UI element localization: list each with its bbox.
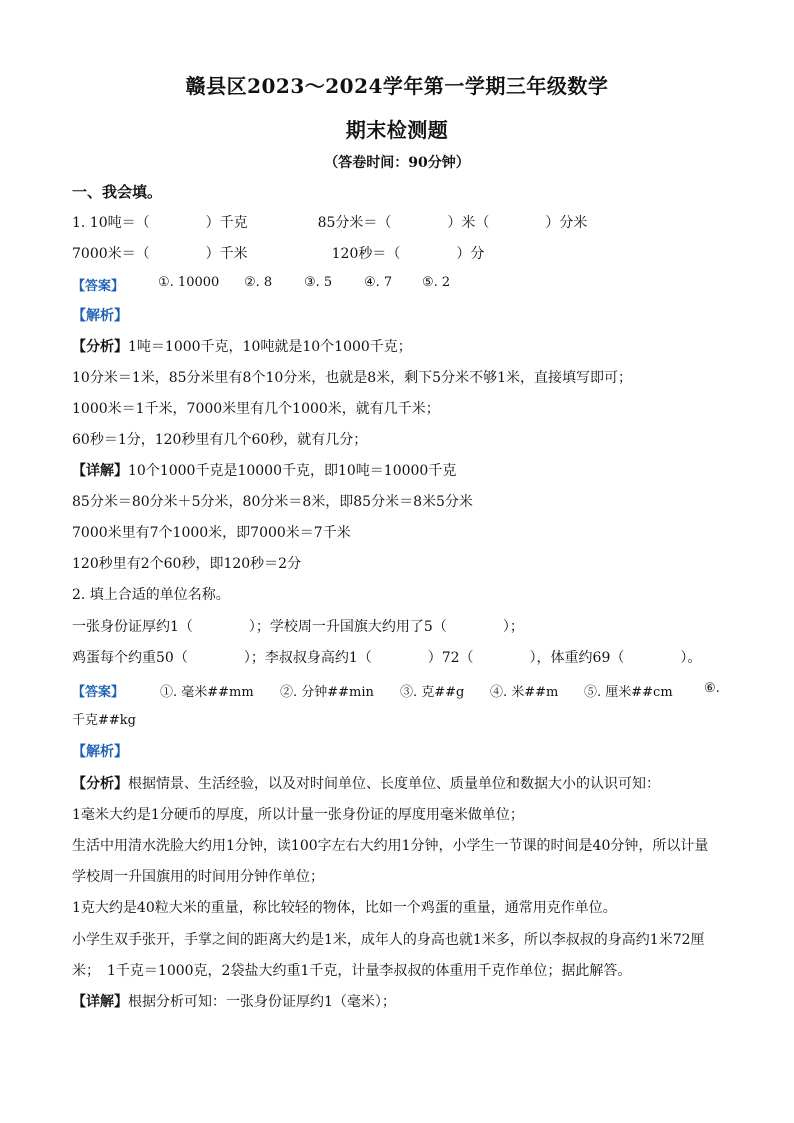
xiangjie-tag: 【详解】 bbox=[72, 463, 128, 479]
q1-line1: 1. 10吨＝（ ）千克 85分米＝（ ）米（ ）分米 bbox=[72, 215, 588, 231]
q1-fenxi-3: 1000米＝1千米，7000米里有几个1000米，就有几千米； bbox=[72, 401, 440, 417]
q2-line2: 鸡蛋每个约重50（ ）；李叔叔身高约1（ ）72（ ），体重约69（ ）。 bbox=[72, 650, 702, 666]
q1-xiangjie-1: 【详解】10个1000千克是10000千克，即10吨＝10000千克 bbox=[72, 463, 457, 479]
q2-answer-5: ⑤. 厘米##cm bbox=[584, 685, 673, 700]
section-heading: 一、我会填。 bbox=[72, 183, 163, 201]
q2-answer-2: ②. 分钟##min bbox=[280, 685, 374, 700]
q2-answer-4: ④. 米##m bbox=[490, 685, 559, 700]
analysis-tag: 【解析】 bbox=[72, 744, 128, 760]
q2-fenxi-3: 生活中用清水洗脸大约用1分钟，读100字左右大约用1分钟，小学生一节课的时间是40分钟，所以计量 bbox=[72, 838, 709, 854]
q1-line2: 7000米＝（ ）千米 120秒＝（ ）分 bbox=[72, 246, 485, 262]
q2-fenxi-7: 米； 1千克＝1000克，2袋盐大约重1千克，计量李叔叔的体重用千克作单位；据此解答。 bbox=[72, 963, 632, 979]
analysis-tag: 【解析】 bbox=[72, 308, 128, 324]
q1-xiangjie-2: 85分米＝80分米＋5分米，80分米＝8米，即85分米＝8米5分米 bbox=[72, 494, 473, 510]
page-title: 赣县区2023～2024学年第一学期三年级数学 bbox=[185, 74, 609, 98]
q1-answer-row bbox=[72, 275, 732, 293]
q2-line1: 一张身份证厚约1（ ）；学校周一升国旗大约用了5（ ）； bbox=[72, 619, 524, 635]
fenxi-tag: 【分析】 bbox=[72, 339, 128, 355]
answer-tag: 【答案】 bbox=[72, 685, 125, 700]
q1-fenxi-2: 10分米＝1米，85分米里有8个10分米，也就是8米，剩下5分米不够1米，直接填写即可； bbox=[72, 370, 632, 386]
q1-xiangjie-3: 7000米里有7个1000米，即7000米＝7千米 bbox=[72, 525, 351, 541]
q2-xiangjie: 【详解】根据分析可知：一张身份证厚约1（毫米）； bbox=[72, 994, 396, 1010]
xiangjie-tag: 【详解】 bbox=[72, 994, 128, 1010]
page-subtitle: 期末检测题 bbox=[345, 118, 449, 142]
q1-answer-1: ①. 10000 bbox=[158, 275, 220, 290]
q1-answer-3: ③. 5 bbox=[304, 275, 333, 290]
q2-fenxi-6: 小学生双手张开，手掌之间的距离大约是1米，成年人的身高也就1米多，所以李叔叔的身高约1米72厘 bbox=[72, 932, 705, 948]
fenxi-tag: 【分析】 bbox=[72, 776, 128, 792]
q1-answer-5: ⑤. 2 bbox=[422, 275, 451, 290]
q1-answer-2: ②. 8 bbox=[244, 275, 273, 290]
q2-stem: 2. 填上合适的单位名称。 bbox=[72, 587, 230, 603]
q2-fenxi-1: 【分析】根据情景、生活经验，以及对时间单位、长度单位、质量单位和数据大小的认识可知： bbox=[72, 776, 660, 792]
q2-answer-wrap: 千克##kg bbox=[72, 713, 136, 728]
q1-xiangjie-4: 120秒里有2个60秒，即120秒＝2分 bbox=[72, 556, 302, 572]
q2-fenxi-5: 1克大约是40粒大米的重量，称比较轻的物体，比如一个鸡蛋的重量，通常用克作单位。 bbox=[72, 900, 617, 916]
q1-answer-4: ④. 7 bbox=[364, 275, 393, 290]
q2-answer-6: ⑥. bbox=[704, 681, 720, 696]
q2-answer-row bbox=[72, 681, 732, 699]
q2-fenxi-2: 1毫米大约是1分硬币的厚度，所以计量一张身份证的厚度用毫米做单位； bbox=[72, 807, 524, 823]
answer-tag: 【答案】 bbox=[72, 279, 125, 294]
q1-fenxi-4: 60秒＝1分，120秒里有几个60秒，就有几分； bbox=[72, 432, 368, 448]
q2-answer-1: ①. 毫米##mm bbox=[160, 685, 254, 700]
time-note: （答卷时间：90分钟） bbox=[324, 155, 470, 171]
q1-fenxi-1: 【分析】1吨＝1000千克，10吨就是10个1000千克； bbox=[72, 339, 412, 355]
q2-answer-3: ③. 克##g bbox=[400, 685, 465, 700]
q2-fenxi-4: 学校周一升国旗用的时间用分钟作单位； bbox=[72, 869, 324, 885]
